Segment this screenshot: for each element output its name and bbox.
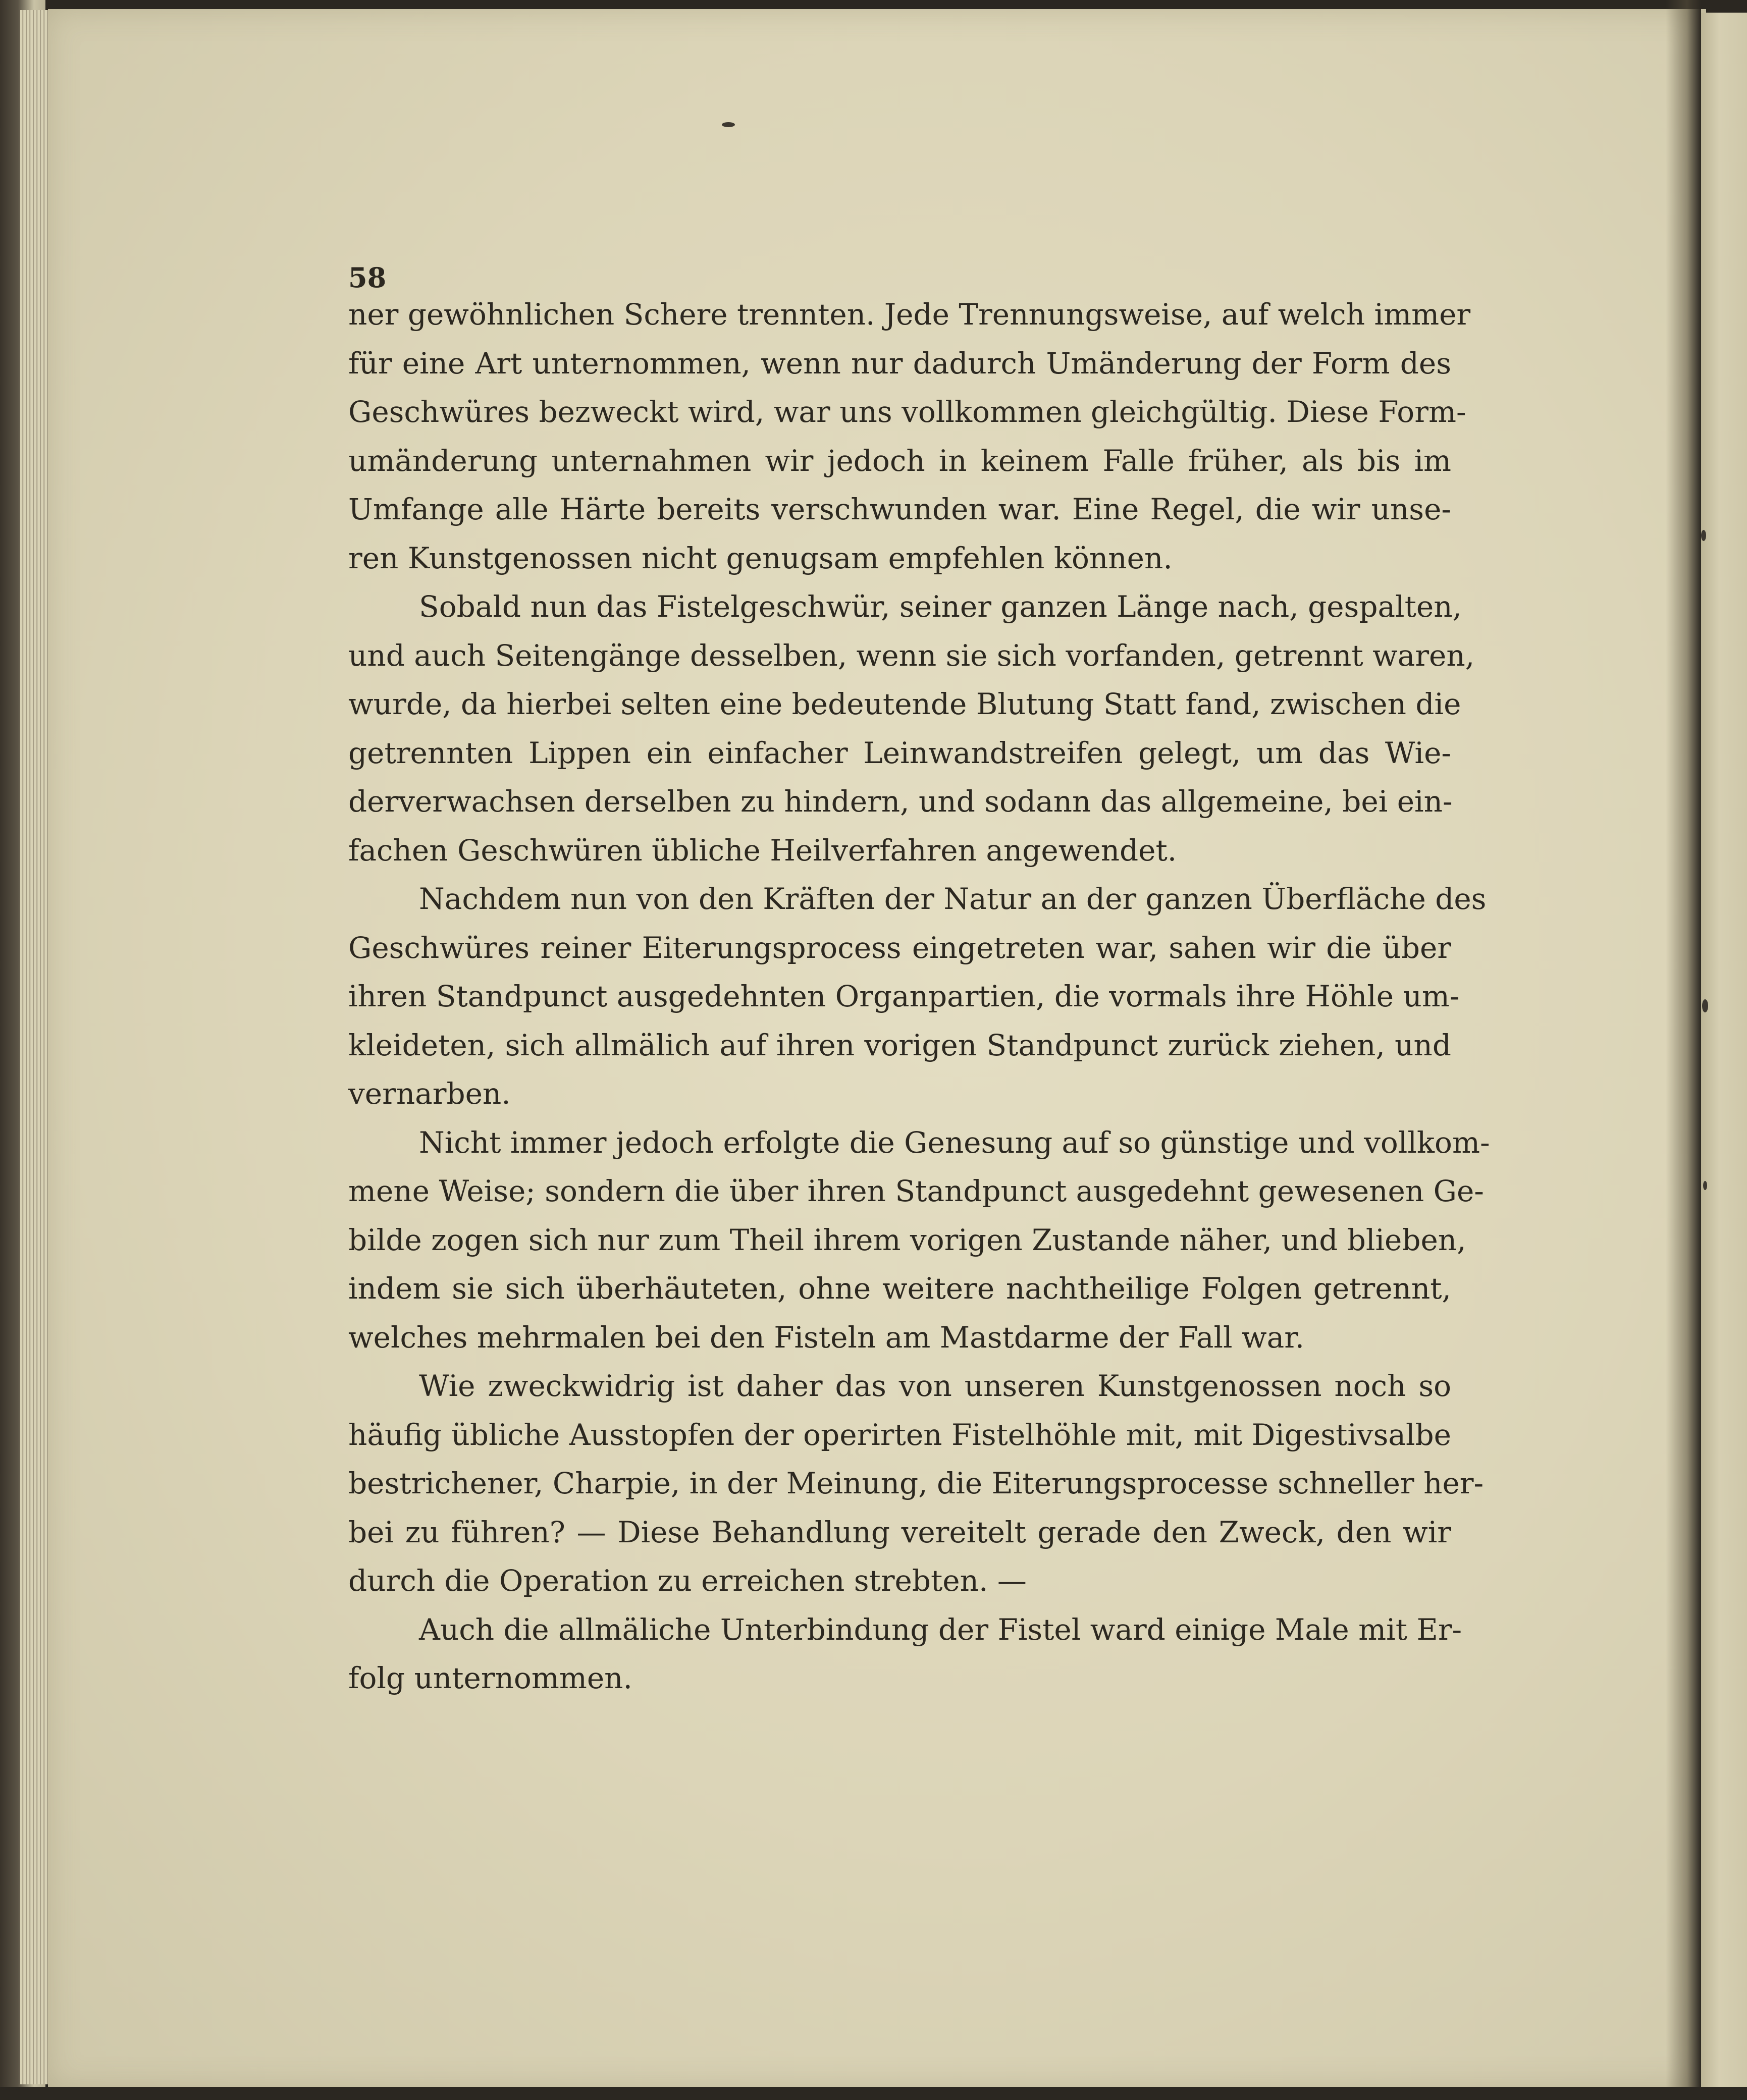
text-line: kleideten, sich allmälich auf ihren vorigen Standpunct zurück ziehen, und bbox=[348, 1028, 1451, 1062]
text-line: Sobald nun das Fistelgeschwür, seiner ganzen Länge nach, gespalten, bbox=[419, 589, 1462, 624]
scan-speck bbox=[1702, 999, 1708, 1012]
text-line: Geschwüres reiner Eiterungsprocess eingetreten war, sahen wir die über bbox=[348, 930, 1451, 965]
text-line: Geschwüres bezweckt wird, war uns vollkommen gleichgültig. Diese Form- bbox=[348, 395, 1466, 429]
text-line: fachen Geschwüren übliche Heilverfahren angewendet. bbox=[348, 833, 1177, 868]
text-line: Auch die allmäliche Unterbindung der Fistel ward einige Male mit Er- bbox=[419, 1612, 1462, 1647]
text-line: ren Kunstgenossen nicht genugsam empfehlen können. bbox=[348, 541, 1173, 575]
bottom-edge bbox=[0, 2087, 1747, 2100]
text-line: bilde zogen sich nur zum Theil ihrem vorigen Zustande näher, und blieben, bbox=[348, 1222, 1466, 1257]
scan-speck bbox=[1701, 530, 1706, 541]
text-line: Nicht immer jedoch erfolgte die Genesung auf so günstige und vollkom- bbox=[419, 1125, 1490, 1160]
text-line: ihren Standpunct ausgedehnten Organpartien, die vormals ihre Höhle um- bbox=[348, 979, 1460, 1013]
text-line: und auch Seitengänge desselben, wenn sie sich vorfanden, getrennt waren, bbox=[348, 638, 1475, 673]
text-line: bei zu führen? — Diese Behandlung vereitelt gerade den Zweck, den wir bbox=[348, 1515, 1451, 1549]
text-line: getrennten Lippen ein einfacher Leinwandstreifen gelegt, um das Wie- bbox=[348, 735, 1451, 770]
scan-speck bbox=[1703, 1181, 1707, 1190]
text-line: wurde, da hierbei selten eine bedeutende Blutung Statt fand, zwischen die bbox=[348, 687, 1461, 721]
text-line: mene Weise; sondern die über ihren Standpunct ausgedehnt gewesenen Ge- bbox=[348, 1174, 1484, 1208]
text-line: für eine Art unternommen, wenn nur dadurch Umänderung der Form des bbox=[348, 346, 1451, 381]
text-line: häufig übliche Ausstopfen der operirten Fistelhöhle mit, mit Digestivsalbe bbox=[348, 1417, 1451, 1452]
text-line: welches mehrmalen bei den Fisteln am Mastdarme der Fall war. bbox=[348, 1320, 1305, 1355]
text-line: bestrichener, Charpie, in der Meinung, die Eiterungsprocesse schneller her- bbox=[348, 1466, 1484, 1500]
page-number: 58 bbox=[348, 261, 387, 294]
text-line: Nachdem nun von den Kräften der Natur an der ganzen Überfläche des bbox=[419, 882, 1487, 916]
text-line: umänderung unternahmen wir jedoch in keinem Falle früher, als bis im bbox=[348, 443, 1451, 478]
text-line: folg unternommen. bbox=[348, 1661, 632, 1695]
text-line: indem sie sich überhäuteten, ohne weitere nachtheilige Folgen getrennt, bbox=[348, 1271, 1451, 1306]
text-line: derverwachsen derselben zu hindern, und sodann das allgemeine, bei ein- bbox=[348, 784, 1453, 819]
text-line: ner gewöhnlichen Schere trennten. Jede Trennungsweise, auf welch immer bbox=[348, 297, 1471, 332]
text-line: durch die Operation zu erreichen strebten. — bbox=[348, 1564, 1027, 1598]
text-line: vernarben. bbox=[348, 1076, 511, 1111]
scan-speck bbox=[722, 122, 735, 127]
page-gutter-shadow bbox=[1666, 0, 1701, 2100]
text-lines bbox=[348, 290, 1490, 1703]
text-line: Wie zweckwidrig ist daher das von unseren Kunstgenossen noch so bbox=[419, 1369, 1451, 1403]
text-line: Umfange alle Härte bereits verschwunden war. Eine Regel, die wir unse- bbox=[348, 492, 1451, 526]
facing-page-edge bbox=[1701, 13, 1747, 2092]
